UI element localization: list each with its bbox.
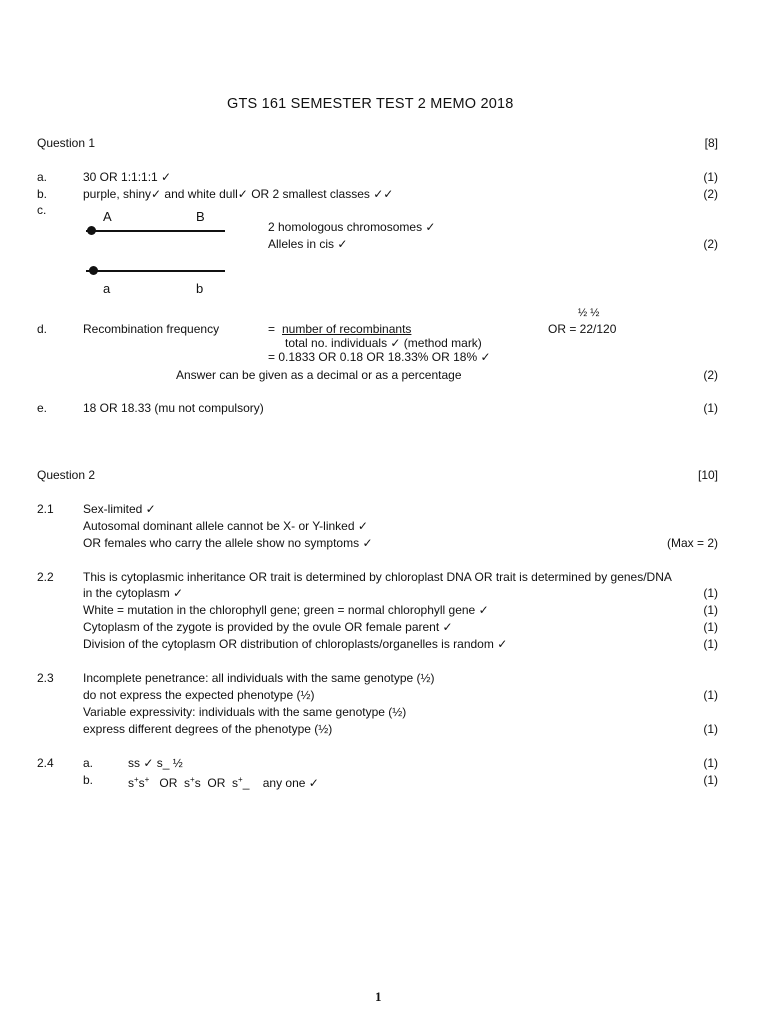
question-2-heading: Question 2 — [37, 468, 96, 482]
q2-3-mark4: (1) — [703, 722, 718, 736]
q1c-mark: (2) — [703, 237, 718, 251]
q1d-alt-answer: OR = 22/120 — [548, 322, 617, 336]
q2-4a-answer: ss ✓ s_ ½ — [128, 756, 183, 770]
genotype-s: s — [232, 776, 239, 790]
q1d-half-marks: ½ ½ — [578, 307, 600, 319]
q2-2-mark5: (1) — [703, 637, 718, 651]
question-2-total: [10] — [697, 468, 718, 482]
q1e-mark: (1) — [703, 401, 718, 415]
q2-4b-mark: (1) — [703, 773, 718, 787]
q2-1-line2: Autosomal dominant allele cannot be X- or Y-linked ✓ — [83, 519, 368, 533]
q2-2-line3: White = mutation in the chlorophyll gene; green = normal chlorophyll gene ✓ — [83, 603, 489, 617]
q1b-mark: (2) — [703, 187, 718, 201]
genotype-s: s — [184, 776, 191, 790]
or-separator: OR — [207, 776, 226, 790]
or-separator: OR — [159, 776, 178, 790]
genotype-blank: _ — [242, 776, 250, 790]
q2-1-line3: OR females who carry the allele show no symptoms ✓ — [83, 536, 373, 550]
allele-a-label: a — [103, 281, 111, 296]
page-number: 1 — [375, 989, 382, 1004]
genotype-s: s — [128, 776, 134, 790]
q2-3-line2: do not express the expected phenotype (½) — [83, 688, 315, 702]
q1d-term: Recombination frequency — [83, 322, 220, 336]
q2-4a-label: a. — [83, 756, 94, 770]
q2-3-line1: Incomplete penetrance: all individuals with the same genotype (½) — [83, 671, 435, 685]
q2-4-label: 2.4 — [37, 756, 54, 770]
q2-2-mark2: (1) — [703, 586, 718, 600]
q2-3-line4: express different degrees of the phenotype (½) — [83, 722, 333, 736]
q1e-label: e. — [37, 401, 48, 415]
centromere-upper-dot — [87, 226, 96, 235]
q2-4b-label: b. — [83, 773, 94, 787]
q2-1-label: 2.1 — [37, 502, 54, 516]
q1d-label: d. — [37, 322, 48, 336]
q2-2-line5: Division of the cytoplasm OR distribution of chloroplasts/organelles is random ✓ — [83, 637, 508, 651]
q1d-result: = 0.1833 OR 0.18 OR 18.33% OR 18% ✓ — [268, 350, 491, 364]
genotype-s: s — [194, 776, 201, 790]
q1d-equals: = — [268, 322, 276, 336]
q2-2-mark4: (1) — [703, 620, 718, 634]
q2-2-label: 2.2 — [37, 570, 54, 584]
question-1-heading: Question 1 — [37, 136, 96, 150]
q2-2-line1: This is cytoplasmic inheritance OR trait is determined by chloroplast DNA OR trait is determined by genes/DNA — [83, 570, 672, 584]
question-1-total: [8] — [704, 136, 718, 150]
q2-4b-answer — [128, 773, 319, 790]
q1d-note: Answer can be given as a decimal or as a percentage — [176, 368, 462, 382]
genotype-s: s — [138, 776, 145, 790]
q2-3-line3: Variable expressivity: individuals with the same genotype (½) — [83, 705, 407, 719]
q1c-line1: 2 homologous chromosomes ✓ — [268, 220, 436, 234]
q1b-answer: purple, shiny✓ and white dull✓ OR 2 smallest classes ✓✓ — [83, 187, 394, 201]
superscript-plus: + — [190, 775, 195, 784]
superscript-plus: + — [238, 775, 243, 784]
chromosome-upper-line — [86, 230, 225, 232]
superscript-plus: + — [134, 775, 139, 784]
q1a-answer: 30 OR 1:1:1:1 ✓ — [83, 170, 172, 184]
q1b-label: b. — [37, 187, 48, 201]
q1d-mark: (2) — [703, 368, 718, 382]
q1d-denominator: total no. individuals ✓ (method mark) — [285, 336, 482, 350]
q1c-line2: Alleles in cis ✓ — [268, 237, 348, 251]
q1e-answer: 18 OR 18.33 (mu not compulsory) — [83, 401, 264, 415]
q1a-label: a. — [37, 170, 48, 184]
q2-2-line4: Cytoplasm of the zygote is provided by the ovule OR female parent ✓ — [83, 620, 453, 634]
q2-3-label: 2.3 — [37, 671, 54, 685]
q2-1-mark: (Max = 2) — [666, 536, 718, 550]
chromosome-lower-line — [86, 270, 225, 272]
any-one-note: any one ✓ — [262, 776, 319, 790]
allele-A-label: A — [103, 209, 112, 224]
superscript-plus: + — [144, 775, 150, 784]
allele-b-label: b — [196, 281, 204, 296]
q1d-numerator: number of recombinants — [282, 322, 412, 336]
q2-4a-mark: (1) — [703, 756, 718, 770]
q2-2-line2: in the cytoplasm ✓ — [83, 586, 184, 600]
allele-B-label: B — [196, 209, 205, 224]
q2-2-mark3: (1) — [703, 603, 718, 617]
q2-1-line1: Sex-limited ✓ — [83, 502, 156, 516]
q2-3-mark2: (1) — [703, 688, 718, 702]
page-title: GTS 161 SEMESTER TEST 2 MEMO 2018 — [227, 96, 514, 112]
centromere-lower-dot — [89, 266, 98, 275]
q1a-mark: (1) — [703, 170, 718, 184]
q1c-label: c. — [37, 203, 47, 217]
